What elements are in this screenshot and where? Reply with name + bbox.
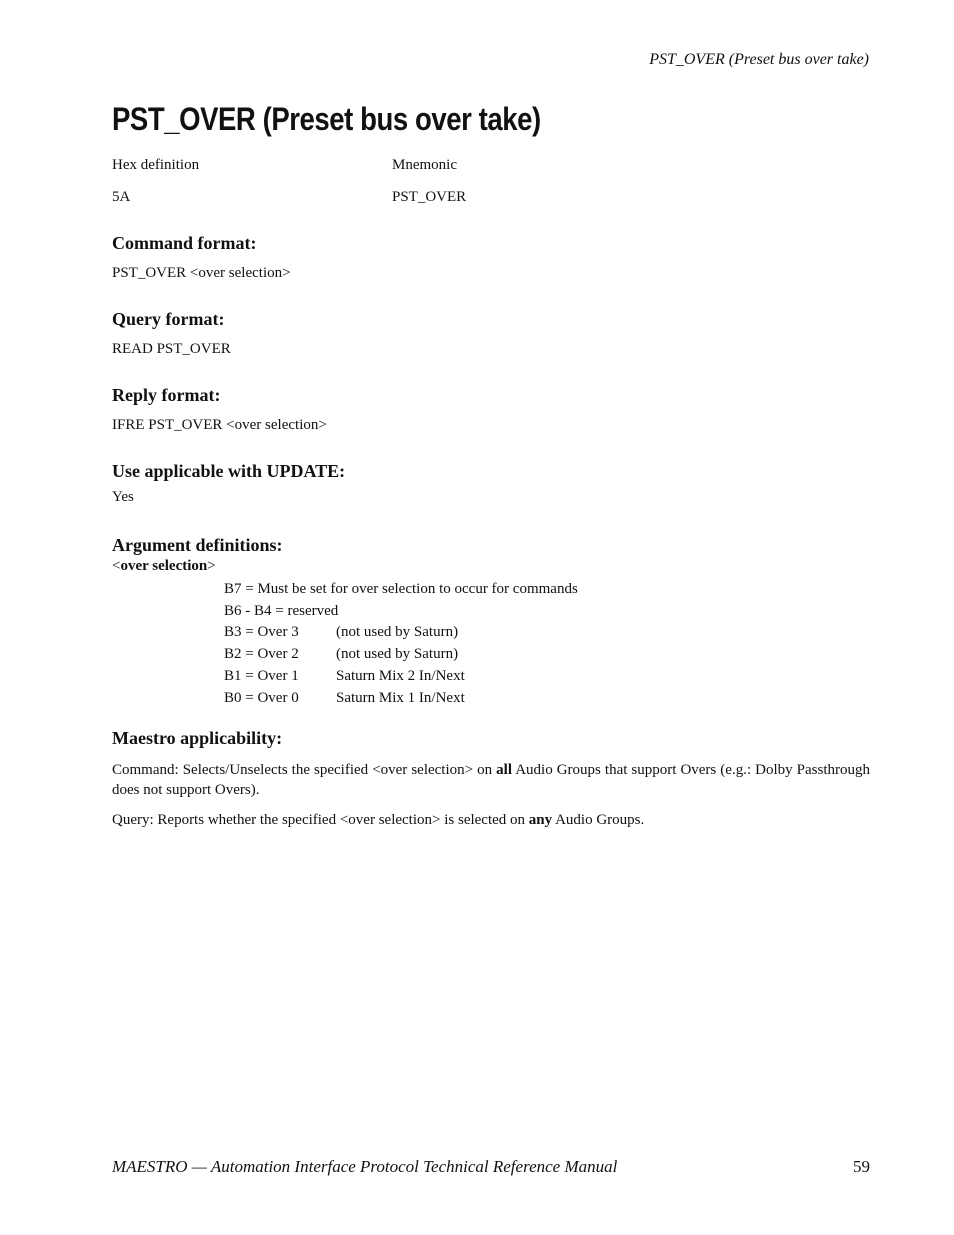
reply-format-heading: Reply format:: [112, 385, 221, 405]
bit-label: B2 = Over 2: [224, 646, 299, 662]
bit-label: B7 = Must be set for over selection to occur for commands: [224, 581, 578, 597]
update-text: Yes: [112, 489, 134, 505]
argument-definitions-heading: Argument definitions:: [112, 535, 283, 555]
bit-definition-row: [224, 646, 459, 663]
bit-label: B3 = Over 3: [224, 624, 299, 640]
bit-definition-row: [224, 690, 465, 707]
bit-description: (not used by Saturn): [336, 624, 459, 640]
command-format-heading: Command format:: [112, 233, 257, 253]
reply-format-text: IFRE PST_OVER <over selection>: [112, 417, 327, 433]
query-format-text: READ PST_OVER: [112, 341, 231, 357]
bit-definition-row: [224, 603, 338, 620]
command-applicability-paragraph: Command: Selects/Unselects the specified <over selection> on all Audio Groups that support Overs (e.g.: Dolby Passthrough does not support Overs).: [112, 762, 870, 798]
mnemonic-value: PST_OVER: [392, 189, 467, 205]
bit-definition-row: [224, 624, 459, 641]
command-format-text: PST_OVER <over selection>: [112, 265, 291, 281]
bit-label: B0 = Over 0: [224, 690, 299, 706]
bit-label: B6 - B4 = reserved: [224, 603, 339, 619]
page-number: 59: [853, 1157, 870, 1176]
page-title: PST_OVER (Preset bus over take): [112, 101, 541, 137]
bit-description: Saturn Mix 2 In/Next: [336, 668, 465, 684]
footer-manual-title: MAESTRO — Automation Interface Protocol Technical Reference Manual: [112, 1157, 618, 1176]
bit-description: Saturn Mix 1 In/Next: [336, 690, 465, 706]
bit-label: B1 = Over 1: [224, 668, 299, 684]
bit-definition-row: [224, 581, 578, 598]
bit-description: (not used by Saturn): [336, 646, 459, 662]
argument-name: <over selection>: [112, 558, 216, 574]
query-format-heading: Query format:: [112, 309, 225, 329]
hex-definition-label: Hex definition: [112, 157, 200, 173]
maestro-applicability-heading: Maestro applicability:: [112, 728, 283, 748]
mnemonic-label: Mnemonic: [392, 157, 457, 173]
running-header: PST_OVER (Preset bus over take): [649, 51, 869, 68]
update-heading: Use applicable with UPDATE:: [112, 461, 346, 481]
query-applicability-paragraph: Query: Reports whether the specified <over selection> is selected on any Audio Groups.: [112, 812, 645, 828]
hex-definition-value: 5A: [112, 189, 131, 205]
bit-definition-row: [224, 668, 465, 685]
